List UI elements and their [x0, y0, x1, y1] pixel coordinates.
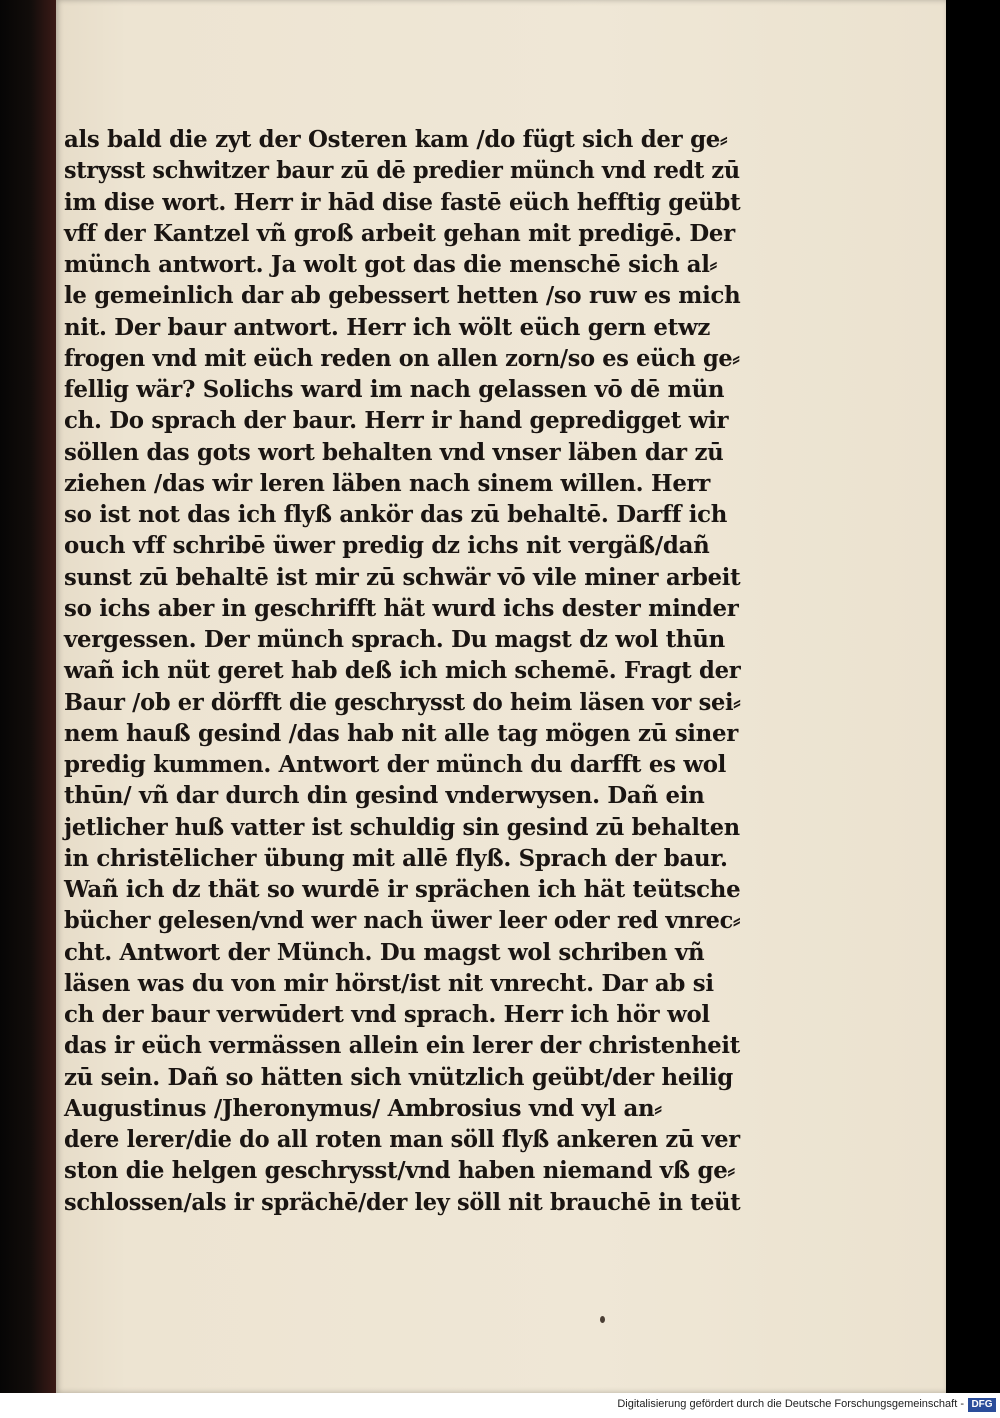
page-edge — [946, 0, 1000, 1393]
text-line: Augustinus /Jheronymus/ Ambrosius vnd vyl an⸗ — [64, 1094, 662, 1122]
text-line: Wañ ich dz thät so wurdē ir sprächen ich hät teütsche — [64, 876, 741, 903]
text-line: läsen was du von mir hörst/ist nit vnrecht. Dar ab si — [64, 969, 714, 997]
text-line: Baur /ob er dörfft die geschrysst do heim läsen vor sei⸗ — [64, 688, 741, 716]
text-line: le gemeinlich dar ab gebessert hetten /so ruw es mich — [64, 282, 741, 310]
text-line: predig kummen. Antwort der münch du darfft es wol — [64, 751, 727, 778]
text-line: bücher gelesen/vnd wer nach üwer leer oder red vnrec⸗ — [64, 907, 741, 935]
text-line: nem hauß gesind /das hab nit alle tag mögen zū siner — [64, 719, 739, 747]
text-line: thūn/ vñ dar durch din gesind vnderwysen. Dañ ein — [64, 782, 705, 810]
text-line: ch. Do sprach der baur. Herr ir hand gepredigget wir — [64, 407, 729, 435]
text-line: vergessen. Der münch sprach. Du magst dz wol thūn — [64, 626, 725, 653]
text-line: ouch vff schribē üwer predig dz ichs nit vergäß/dañ — [64, 532, 710, 560]
text-line: strysst schwitzer baur zū dē predier münch vnd redt zū — [64, 157, 740, 185]
text-line: schlossen/als ir sprächē/der ley söll nit brauchē in teüt — [64, 1188, 741, 1216]
text-line: dere lerer/die do all roten man söll flyß ankeren zū ver — [64, 1126, 740, 1153]
text-line: jetlicher huß vatter ist schuldig sin gesind zū behalten — [64, 813, 740, 841]
book-spine — [0, 0, 56, 1393]
text-line: frogen vnd mit eüch reden on allen zorn/so es eüch ge⸗ — [64, 344, 740, 372]
page-text — [64, 124, 744, 1218]
text-line: ziehen /das wir leren läben nach sinem willen. Herr — [64, 469, 711, 497]
text-line: so ist not das ich flyß ankör das zū behaltē. Darff ich — [64, 501, 728, 528]
text-line: ston die helgen geschrysst/vnd haben niemand vß ge⸗ — [64, 1157, 735, 1185]
text-line: söllen das gots wort behalten vnd vnser läben dar zū — [64, 438, 724, 466]
funding-credit: Digitalisierung gefördert durch die Deutsche Forschungsgemeinschaft - — [617, 1398, 964, 1410]
text-line: im dise wort. Herr ir hād dise fastē eüch hefftig geübt — [64, 188, 741, 216]
text-line: wañ ich nüt geret hab deß ich mich schemē. Fragt der — [64, 657, 741, 685]
text-line: ch der baur verwūdert vnd sprach. Herr ich hör wol — [64, 1001, 710, 1028]
text-line: münch antwort. Ja wolt got das die menschē sich al⸗ — [64, 251, 717, 278]
ink-speck — [600, 1316, 605, 1323]
footer-bar — [0, 1393, 1000, 1418]
text-line: als bald die zyt der Osteren kam /do fügt sich der ge⸗ — [64, 126, 728, 153]
text-line: sunst zū behaltē ist mir zū schwär vō vile miner arbeit — [64, 563, 741, 591]
text-line: in christēlicher übung mit allē flyß. Sprach der baur. — [64, 844, 728, 872]
text-line: cht. Antwort der Münch. Du magst wol schriben vñ — [64, 938, 705, 966]
text-line: fellig wär? Solichs ward im nach gelassen vō dē mün — [64, 376, 725, 403]
text-line: so ichs aber in geschrifft hät wurd ichs dester minder — [64, 594, 739, 622]
dfg-logo: DFG — [968, 1398, 996, 1412]
text-line: nit. Der baur antwort. Herr ich wölt eüch gern etwz — [64, 313, 711, 341]
text-line: vff der Kantzel vñ groß arbeit gehan mit predigē. Der — [64, 219, 735, 247]
text-line: das ir eüch vermässen allein ein lerer der christenheit — [64, 1032, 740, 1060]
text-line: zū sein. Dañ so hätten sich vnützlich geübt/der heilig — [64, 1063, 733, 1091]
